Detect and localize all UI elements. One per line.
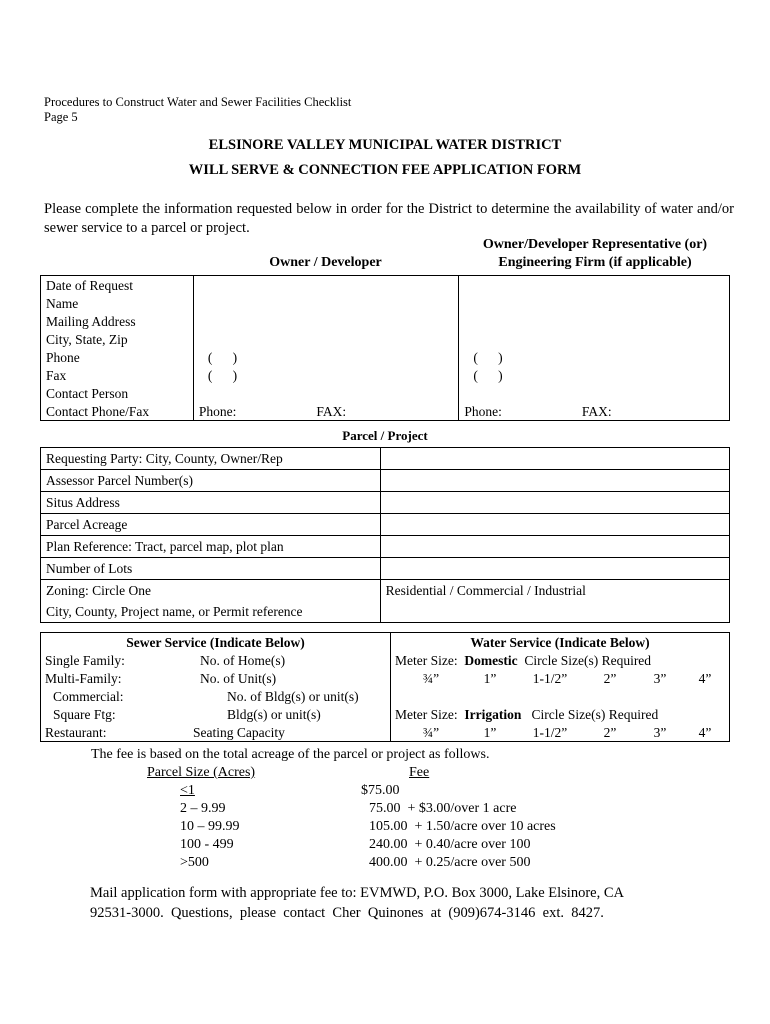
city-ref-field[interactable] xyxy=(380,601,729,623)
owner-contact-field[interactable] xyxy=(193,384,459,402)
fax-label: FAX: xyxy=(316,403,347,419)
phone-label: Phone: xyxy=(198,403,237,419)
sewer-square-footage[interactable] xyxy=(41,705,391,723)
parcel-size-heading: Parcel Size (Acres) xyxy=(147,765,256,780)
row-label-contact: Contact Person xyxy=(41,384,194,402)
fee-heading: Fee xyxy=(409,765,430,780)
rep-phone-field[interactable] xyxy=(459,348,730,366)
row-label-requesting-party: Requesting Party: City, County, Owner/Rep xyxy=(41,448,381,470)
table-row xyxy=(41,294,730,312)
parcel-project-heading: Parcel / Project xyxy=(342,428,428,443)
area-code-parens: ( ) xyxy=(473,349,503,365)
table-row xyxy=(41,601,730,623)
parcel-table xyxy=(40,447,730,623)
row-label-apn: Assessor Parcel Number(s) xyxy=(41,470,381,492)
size-option[interactable]: 1-1/2” xyxy=(532,670,568,686)
rep-fax-field[interactable] xyxy=(459,366,730,384)
fee-amount-2: 75.00 + $3.00/over 1 acre xyxy=(369,801,517,816)
commercial-label: Commercial: xyxy=(53,688,124,704)
table-row xyxy=(41,312,730,330)
table-row xyxy=(41,669,730,687)
district-title: ELSINORE VALLEY MUNICIPAL WATER DISTRICT xyxy=(208,137,562,153)
fee-intro: The fee is based on the total acreage of the parcel or project as follows. xyxy=(91,747,490,762)
sewer-commercial[interactable] xyxy=(41,687,391,705)
area-code-parens: ( ) xyxy=(207,367,238,383)
row-label-phone: Phone xyxy=(41,348,194,366)
size-option[interactable]: 1” xyxy=(483,670,497,686)
meter-size-label: Meter Size: xyxy=(395,706,458,722)
domestic-label: Domestic xyxy=(464,652,518,668)
restaurant-label: Restaurant: xyxy=(45,724,107,740)
sewer-restaurant[interactable] xyxy=(41,723,391,742)
table-row xyxy=(41,514,730,536)
meter-size-label: Meter Size: xyxy=(395,652,458,668)
fee-amount-4: 240.00 + 0.40/acre over 100 xyxy=(369,837,531,852)
area-code-parens: ( ) xyxy=(207,349,238,365)
size-option[interactable]: 4” xyxy=(698,724,712,740)
table-row xyxy=(41,276,730,295)
homes-label: No. of Home(s) xyxy=(200,652,286,668)
table-row xyxy=(41,705,730,723)
owner-date-field[interactable] xyxy=(193,276,459,295)
row-label-city: City, State, Zip xyxy=(41,330,194,348)
owner-contact-phone-field[interactable] xyxy=(193,402,459,421)
fee-size-2: 2 – 9.99 xyxy=(180,801,226,816)
bldgs-units-label: Bldg(s) or unit(s) xyxy=(227,706,321,722)
table-row xyxy=(41,384,730,402)
rep-date-field[interactable] xyxy=(459,276,730,295)
table-row xyxy=(41,470,730,492)
size-option[interactable]: ¾” xyxy=(422,724,440,740)
row-label-lots: Number of Lots xyxy=(41,558,381,580)
sewer-single-family[interactable] xyxy=(41,651,391,669)
row-label-acreage: Parcel Acreage xyxy=(41,514,381,536)
rep-column-heading-line1: Owner/Developer Representative (or) xyxy=(482,237,708,252)
single-family-label: Single Family: xyxy=(45,652,125,668)
fee-size-3: 10 – 99.99 xyxy=(180,819,240,834)
table-row xyxy=(41,633,730,652)
owner-mailing-field[interactable] xyxy=(193,312,459,330)
size-option[interactable]: 1-1/2” xyxy=(532,724,568,740)
mail-instructions-line1: Mail application form with appropriate fee to: EVMWD, P.O. Box 3000, Lake Elsinore, CA xyxy=(90,885,624,901)
water-blank-cell xyxy=(391,687,730,705)
owner-city-field[interactable] xyxy=(193,330,459,348)
row-label-date: Date of Request xyxy=(41,276,194,295)
seating-label: Seating Capacity xyxy=(193,724,285,740)
fax-label: FAX: xyxy=(581,403,612,419)
lots-field[interactable] xyxy=(380,558,729,580)
multi-family-label: Multi-Family: xyxy=(45,670,122,686)
header-page-number: Page 5 xyxy=(44,110,78,124)
fee-amount-5: 400.00 + 0.25/acre over 500 xyxy=(369,855,531,870)
row-label-contact-phone: Contact Phone/Fax xyxy=(41,402,194,421)
size-option[interactable]: 3” xyxy=(653,670,667,686)
rep-contact-phone-field[interactable] xyxy=(459,402,730,421)
rep-name-field[interactable] xyxy=(459,294,730,312)
size-option[interactable]: 2” xyxy=(603,724,617,740)
rep-mailing-field[interactable] xyxy=(459,312,730,330)
sewer-service-heading: Sewer Service (Indicate Below) xyxy=(41,633,391,652)
table-row xyxy=(41,558,730,580)
rep-contact-field[interactable] xyxy=(459,384,730,402)
irrigation-size-options xyxy=(391,723,730,742)
fee-size-1: <1 xyxy=(180,783,195,798)
header-doc-title: Procedures to Construct Water and Sewer Facilities Checklist xyxy=(44,95,352,109)
fee-size-5: >500 xyxy=(180,855,209,870)
water-service-heading: Water Service (Indicate Below) xyxy=(391,633,730,652)
row-label-city-ref: City, County, Project name, or Permit reference xyxy=(41,601,381,623)
owner-fax-field[interactable] xyxy=(193,366,459,384)
size-option[interactable]: 3” xyxy=(653,724,667,740)
area-code-parens: ( ) xyxy=(473,367,503,383)
row-label-situs: Situs Address xyxy=(41,492,381,514)
size-option[interactable]: 4” xyxy=(698,670,712,686)
size-option[interactable]: ¾” xyxy=(422,670,440,686)
circle-size-label: Circle Size(s) Required xyxy=(524,652,652,668)
apn-field[interactable] xyxy=(380,470,729,492)
row-label-plan: Plan Reference: Tract, parcel map, plot plan xyxy=(41,536,381,558)
size-option[interactable]: 1” xyxy=(483,724,497,740)
table-row xyxy=(41,330,730,348)
fee-amount-1: $75.00 xyxy=(361,783,400,798)
table-row xyxy=(41,448,730,470)
owner-phone-field[interactable] xyxy=(193,348,459,366)
water-irrigation-line xyxy=(391,705,730,723)
intro-paragraph: Please complete the information requested below in order for the District to determine the availability of water and/or sewer service to a parcel or project. xyxy=(44,201,734,236)
fee-amount-3: 105.00 + 1.50/acre over 10 acres xyxy=(369,819,556,834)
row-label-name: Name xyxy=(41,294,194,312)
phone-label: Phone: xyxy=(464,403,502,419)
domestic-size-options xyxy=(391,669,730,687)
bldgs-label: No. of Bldg(s) or unit(s) xyxy=(227,688,359,704)
plan-field[interactable] xyxy=(380,536,729,558)
row-label-mailing: Mailing Address xyxy=(41,312,194,330)
zoning-options[interactable]: Residential / Commercial / Industrial xyxy=(380,580,729,602)
rep-city-field[interactable] xyxy=(459,330,730,348)
irrigation-label: Irrigation xyxy=(464,706,522,722)
circle-size-label: Circle Size(s) Required xyxy=(531,706,659,722)
water-domestic-line xyxy=(391,651,730,669)
table-row xyxy=(41,651,730,669)
sewer-multi-family[interactable] xyxy=(41,669,391,687)
owner-name-field[interactable] xyxy=(193,294,459,312)
contact-info-table xyxy=(40,275,730,421)
square-ftg-label: Square Ftg: xyxy=(53,706,116,722)
table-row xyxy=(41,366,730,384)
table-row xyxy=(41,536,730,558)
table-row xyxy=(41,402,730,421)
table-row xyxy=(41,723,730,742)
table-row xyxy=(41,348,730,366)
row-label-fax: Fax xyxy=(41,366,194,384)
requesting-party-field[interactable] xyxy=(380,448,729,470)
size-option[interactable]: 2” xyxy=(603,670,617,686)
rep-column-heading-line2: Engineering Firm (if applicable) xyxy=(498,255,692,270)
row-label-zoning: Zoning: Circle One xyxy=(41,580,381,602)
table-row xyxy=(41,687,730,705)
fee-size-4: 100 - 499 xyxy=(180,837,234,852)
mail-instructions-line2: 92531-3000. Questions, please contact Cher Quinones at (909)674-3146 ext. 8427. xyxy=(90,905,604,921)
form-title: WILL SERVE & CONNECTION FEE APPLICATION FORM xyxy=(188,162,582,178)
table-row xyxy=(41,492,730,514)
acreage-field[interactable] xyxy=(380,514,729,536)
owner-column-heading: Owner / Developer xyxy=(269,255,382,270)
units-label: No. of Unit(s) xyxy=(200,670,277,686)
table-row xyxy=(41,580,730,602)
service-table xyxy=(40,632,730,742)
situs-field[interactable] xyxy=(380,492,729,514)
